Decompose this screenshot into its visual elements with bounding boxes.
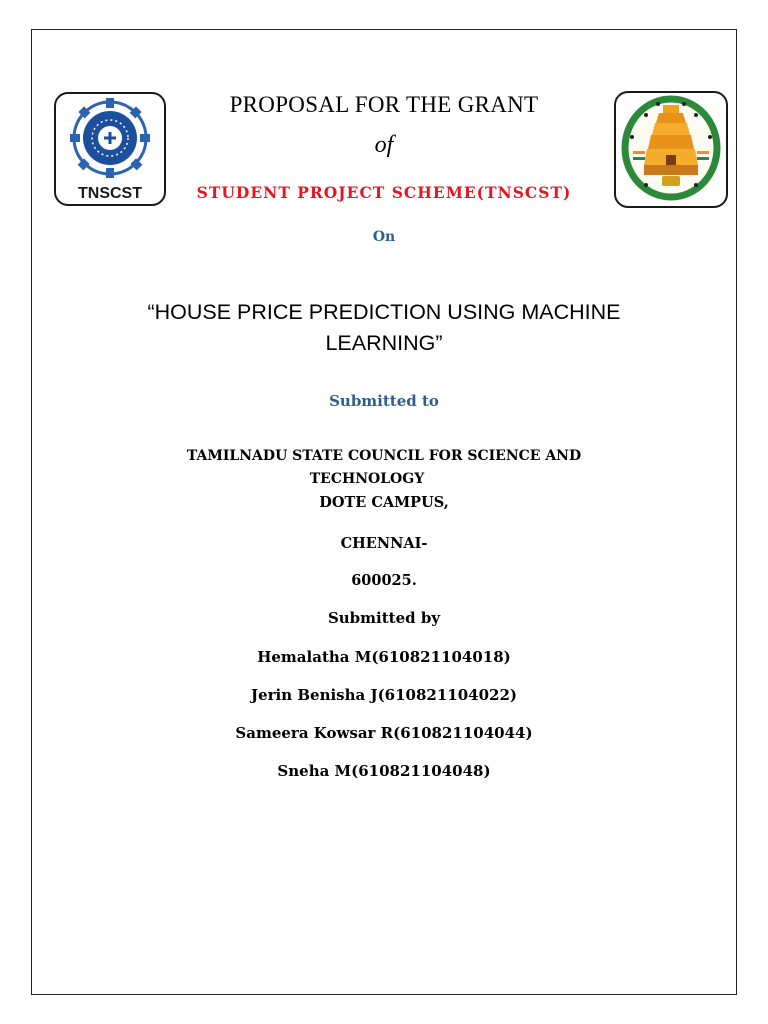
of-text: of — [374, 132, 394, 158]
scheme-title: STUDENT PROJECT SCHEME(TNSCST) — [196, 183, 572, 202]
council-name — [0, 445, 768, 491]
member-4: Sneha M(610821104048) — [277, 762, 491, 780]
project-title-line-1: “HOUSE PRICE PREDICTION USING MACHINE — [147, 300, 621, 324]
project-title — [0, 297, 768, 359]
member-3: Sameera Kowsar R(610821104044) — [235, 724, 533, 742]
council-line-2: TECHNOLOGY — [309, 471, 425, 487]
submitted-by-label: Submitted by — [327, 609, 441, 627]
on-label: On — [372, 229, 396, 245]
project-title-line-2: LEARNING” — [325, 331, 443, 355]
submitted-to-label: Submitted to — [329, 392, 439, 410]
member-2: Jerin Benisha J(610821104022) — [250, 686, 518, 704]
council-line-1: TAMILNADU STATE COUNCIL FOR SCIENCE AND — [186, 448, 582, 464]
city-text: CHENNAI- — [340, 535, 428, 552]
pin-text: 600025. — [351, 572, 417, 589]
tnscst-logo-label: TNSCST — [78, 185, 142, 202]
member-1: Hemalatha M(610821104018) — [257, 648, 511, 666]
campus-text: DOTE CAMPUS, — [319, 494, 449, 511]
proposal-title: PROPOSAL FOR THE GRANT — [229, 92, 539, 117]
